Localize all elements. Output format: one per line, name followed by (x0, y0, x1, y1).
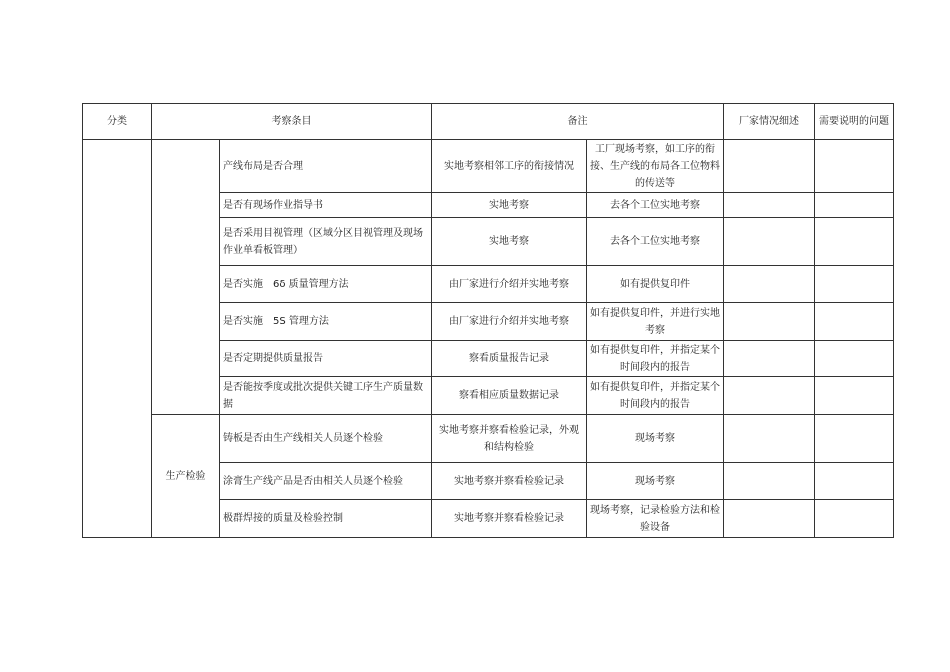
note-cell: 如有提供复印件，并进行实地考察 (587, 303, 724, 341)
vendor-cell (724, 303, 815, 341)
method-cell: 实地考察并察看检验记录 (432, 463, 587, 500)
vendor-cell (724, 193, 815, 218)
vendor-cell (724, 500, 815, 538)
note-cell: 去各个工位实地考察 (587, 193, 724, 218)
header-item: 考察条目 (152, 104, 432, 140)
table-row (83, 415, 894, 463)
header-vendor: 厂家情况细述 (724, 104, 815, 140)
method-cell: 实地考察相邻工序的衔接情况 (432, 140, 587, 193)
item-cell: 是否定期提供质量报告 (220, 341, 432, 377)
vendor-cell (724, 341, 815, 377)
question-cell (815, 218, 894, 266)
header-question: 需要说明的问题 (815, 104, 894, 140)
item-cell: 是否采用目视管理（区域分区目视管理及现场作业单看板管理） (220, 218, 432, 266)
item-cell: 极群焊接的质量及检验控制 (220, 500, 432, 538)
header-category: 分类 (83, 104, 152, 140)
question-cell (815, 140, 894, 193)
vendor-cell (724, 218, 815, 266)
method-cell: 察看相应质量数据记录 (432, 377, 587, 415)
vendor-cell (724, 463, 815, 500)
question-cell (815, 303, 894, 341)
item-cell: 涂膏生产线产品是否由相关人员逐个检验 (220, 463, 432, 500)
item-cell: 是否有现场作业指导书 (220, 193, 432, 218)
vendor-cell (724, 140, 815, 193)
group-label-production-inspection: 生产检验 (152, 415, 220, 538)
note-cell: 去各个工位实地考察 (587, 218, 724, 266)
vendor-cell (724, 415, 815, 463)
question-cell (815, 266, 894, 303)
item-cell: 是否实施 6δ 质量管理方法 (220, 266, 432, 303)
method-cell: 由厂家进行介绍并实地考察 (432, 266, 587, 303)
item-cell: 产线布局是否合理 (220, 140, 432, 193)
item-cell: 是否能按季度或批次提供关键工序生产质量数据 (220, 377, 432, 415)
method-cell: 察看质量报告记录 (432, 341, 587, 377)
vendor-cell (724, 377, 815, 415)
method-cell: 实地考察 (432, 193, 587, 218)
vendor-cell (724, 266, 815, 303)
subcategory-cell (152, 140, 220, 415)
method-cell: 实地考察并察看检验记录 (432, 500, 587, 538)
method-cell: 实地考察 (432, 218, 587, 266)
note-cell: 现场考察 (587, 415, 724, 463)
question-cell (815, 193, 894, 218)
inspection-table (82, 103, 894, 538)
method-cell: 实地考察并察看检验记录，外观和结构检验 (432, 415, 587, 463)
method-cell: 由厂家进行介绍并实地考察 (432, 303, 587, 341)
item-cell: 是否实施 5S 管理方法 (220, 303, 432, 341)
question-cell (815, 463, 894, 500)
question-cell (815, 415, 894, 463)
question-cell (815, 341, 894, 377)
note-cell: 工厂现场考察，如工序的衔接、生产线的布局各工位物料的传送等 (587, 140, 724, 193)
note-cell: 如有提供复印件，并指定某个时间段内的报告 (587, 377, 724, 415)
note-cell: 现场考察 (587, 463, 724, 500)
item-cell: 铸板是否由生产线相关人员逐个检验 (220, 415, 432, 463)
header-remark: 备注 (432, 104, 724, 140)
question-cell (815, 377, 894, 415)
table-row (83, 140, 894, 193)
note-cell: 如有提供复印件 (587, 266, 724, 303)
note-cell: 如有提供复印件，并指定某个时间段内的报告 (587, 341, 724, 377)
header-row (83, 104, 894, 140)
note-cell: 现场考察，记录检验方法和检验设备 (587, 500, 724, 538)
question-cell (815, 500, 894, 538)
category-cell (83, 140, 152, 538)
